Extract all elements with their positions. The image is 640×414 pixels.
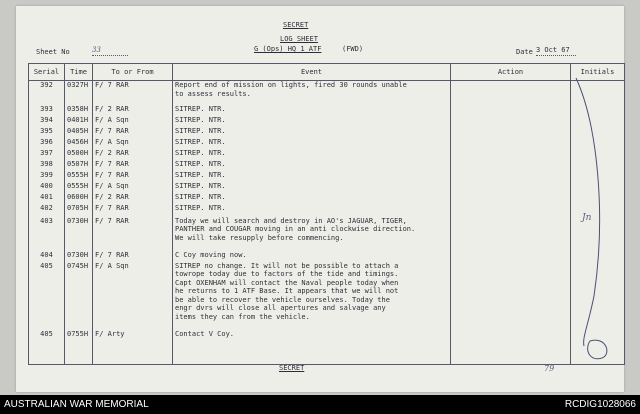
- serial-cell: 401: [29, 193, 65, 204]
- time-cell: 0401H: [65, 116, 93, 127]
- footer-institution: AUSTRALIAN WAR MEMORIAL: [4, 399, 149, 410]
- from-cell: F/ 7 RAR: [93, 217, 173, 251]
- event-cell: SITREP. NTR.: [173, 138, 451, 149]
- from-cell: F/ A Sqn: [93, 262, 173, 324]
- header-to-or-from: To or From: [93, 64, 173, 81]
- event-cell: SITREP. NTR.: [173, 105, 451, 116]
- serial-cell: 405: [29, 262, 65, 324]
- from-cell: F/ 7 RAR: [93, 204, 173, 217]
- event-cell: SITREP. NTR.: [173, 171, 451, 182]
- event-cell: Today we will search and destroy in AO's JAGUAR, TIGER, PANTHER and COUGAR moving in an anti clockwise direction. We will take resupply before commencing.: [173, 217, 451, 251]
- time-cell: 0507H: [65, 160, 93, 171]
- from-cell: F/ 7 RAR: [93, 171, 173, 182]
- serial-cell: 394: [29, 116, 65, 127]
- log-sheet-title: LOG SHEET: [280, 35, 318, 43]
- header-serial: Serial: [29, 64, 65, 81]
- event-cell: SITREP. NTR.: [173, 127, 451, 138]
- time-cell: 0730H: [65, 217, 93, 251]
- serial-cell: 400: [29, 182, 65, 193]
- handwritten-initials-mark: [16, 6, 624, 392]
- from-cell: F/ 2 RAR: [93, 149, 173, 160]
- event-cell: SITREP. NTR.: [173, 116, 451, 127]
- time-cell: 0500H: [65, 149, 93, 160]
- event-cell: C Coy moving now.: [173, 251, 451, 262]
- from-cell: F/ A Sqn: [93, 138, 173, 149]
- event-cell: SITREP. NTR.: [173, 182, 451, 193]
- header-time: Time: [65, 64, 93, 81]
- time-cell: 0555H: [65, 182, 93, 193]
- serial-cell: 405: [29, 324, 65, 365]
- time-cell: 0456H: [65, 138, 93, 149]
- from-cell: F/ Arty: [93, 324, 173, 365]
- time-cell: 0755H: [65, 324, 93, 365]
- log-sheet-page: [16, 6, 624, 392]
- time-cell: 0358H: [65, 105, 93, 116]
- date-value: 3 Oct 67: [536, 46, 576, 56]
- serial-cell: 397: [29, 149, 65, 160]
- event-cell: SITREP. NTR.: [173, 193, 451, 204]
- serial-cell: 392: [29, 81, 65, 105]
- classification-bottom: SECRET: [279, 364, 305, 372]
- time-cell: 0327H: [65, 81, 93, 105]
- serial-cell: 402: [29, 204, 65, 217]
- from-cell: F/ 2 RAR: [93, 193, 173, 204]
- date-label: Date: [516, 48, 533, 56]
- page-mark-handwriting: 79: [544, 364, 555, 373]
- serial-cell: 393: [29, 105, 65, 116]
- time-cell: 0730H: [65, 251, 93, 262]
- initials-handwriting: Jn: [582, 213, 592, 223]
- time-cell: 0555H: [65, 171, 93, 182]
- serial-cell: 395: [29, 127, 65, 138]
- sheet-no-value: 33: [92, 46, 128, 56]
- serial-cell: 404: [29, 251, 65, 262]
- header-action: Action: [451, 64, 571, 81]
- serial-cell: 398: [29, 160, 65, 171]
- header-event: Event: [173, 64, 451, 81]
- event-cell: Report end of mission on lights, fired 30 rounds unable to assess results.: [173, 81, 451, 105]
- event-cell: SITREP. NTR.: [173, 149, 451, 160]
- footer-record-id: RCDIG1028066: [564, 399, 636, 410]
- event-cell: SITREP no change. It will not be possible to attach a towrope today due to factors of the tide and timings. Capt OXENHAM will contact the Naval people today when he returns to 1 ATF Base. It appears that we will not be able to recover the vehicle ourselves. Today the engr dvrs will close all apertures and salvage any items they can from the vehicle.: [173, 262, 451, 324]
- from-cell: F/ 7 RAR: [93, 81, 173, 105]
- from-cell: F/ 7 RAR: [93, 251, 173, 262]
- header-initials: Initials: [571, 64, 625, 81]
- serial-cell: 403: [29, 217, 65, 251]
- time-cell: 0705H: [65, 204, 93, 217]
- from-cell: F/ A Sqn: [93, 116, 173, 127]
- unit-title: G (Ops) HQ 1 ATF: [254, 45, 322, 53]
- serial-cell: 399: [29, 171, 65, 182]
- archive-footer-bar: [0, 395, 640, 414]
- time-cell: 0745H: [65, 262, 93, 324]
- from-cell: F/ 2 RAR: [93, 105, 173, 116]
- from-cell: F/ 7 RAR: [93, 127, 173, 138]
- event-cell: Contact V Coy.: [173, 324, 451, 365]
- event-cell: SITREP. NTR.: [173, 160, 451, 171]
- serial-cell: 396: [29, 138, 65, 149]
- fwd-label: (FWD): [342, 45, 364, 53]
- from-cell: F/ A Sqn: [93, 182, 173, 193]
- event-cell: SITREP. NTR.: [173, 204, 451, 217]
- from-cell: F/ 7 RAR: [93, 160, 173, 171]
- time-cell: 0405H: [65, 127, 93, 138]
- classification-top: SECRET: [283, 21, 309, 29]
- time-cell: 0600H: [65, 193, 93, 204]
- sheet-no-label: Sheet No: [36, 48, 70, 56]
